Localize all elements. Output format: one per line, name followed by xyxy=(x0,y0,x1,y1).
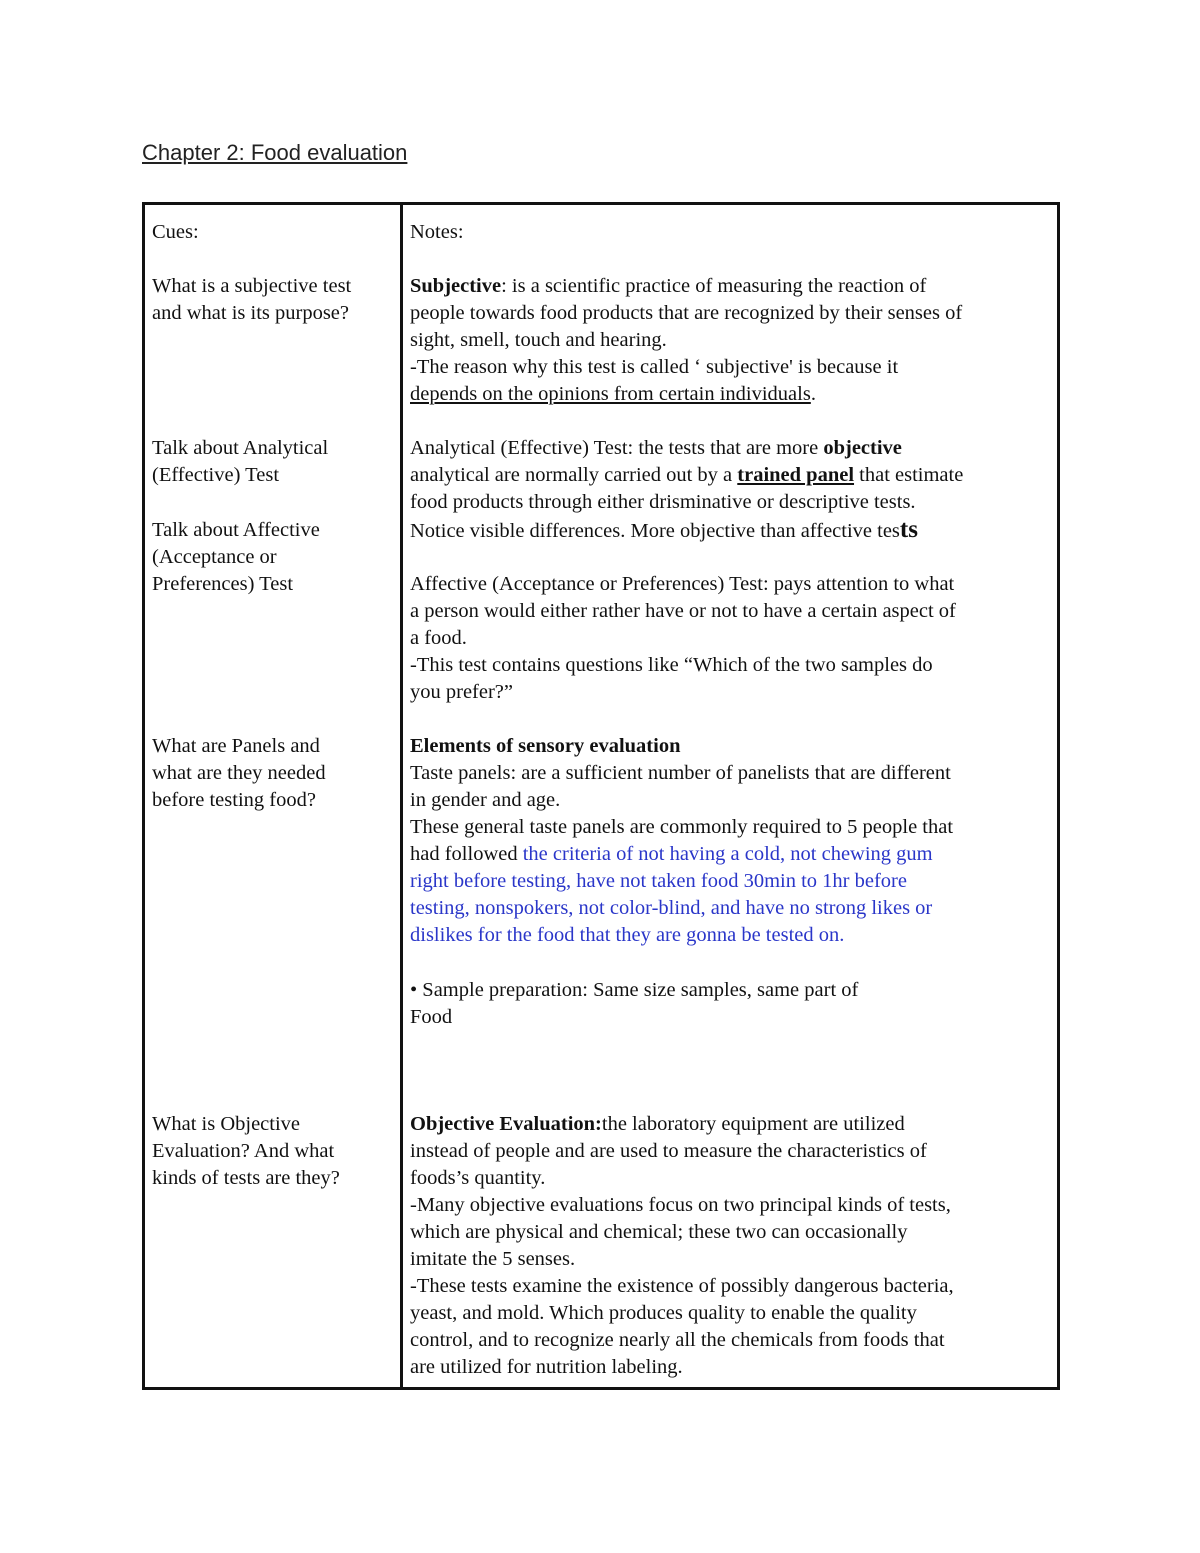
cue-line: What is Objective xyxy=(152,1113,301,1135)
cue-line: (Effective) Test xyxy=(152,464,280,486)
note-line: Taste panels: are a sufficient number of panelists that are different xyxy=(410,762,951,784)
note-subjective xyxy=(410,273,962,408)
note-line xyxy=(410,273,962,300)
note-line: in gender and age. xyxy=(410,789,561,811)
bold-objective: objective xyxy=(823,437,902,459)
note-text: Notice visible differences. More objective than affective tes xyxy=(410,520,900,542)
cue-line: before testing food? xyxy=(152,789,316,811)
note-line: dislikes for the food that they are gonna be tested on. xyxy=(410,924,845,946)
cue-line: Preferences) Test xyxy=(152,573,294,595)
cornell-notes-table xyxy=(142,202,1060,1390)
note-line: which are physical and chemical; these two can occasionally xyxy=(410,1221,908,1243)
note-line: -Many objective evaluations focus on two principal kinds of tests, xyxy=(410,1194,951,1216)
note-line: sight, smell, touch and hearing. xyxy=(410,329,667,351)
note-line: right before testing, have not taken food 30min to 1hr before xyxy=(410,870,907,892)
note-line: instead of people and are used to measure the characteristics of xyxy=(410,1140,927,1162)
cue-line: (Acceptance or xyxy=(152,546,277,568)
cue-line: Talk about Analytical xyxy=(152,437,329,459)
note-text: the laboratory equipment are utilized xyxy=(601,1113,905,1135)
note-text: Analytical (Effective) Test: the tests that are more xyxy=(410,437,824,459)
note-line xyxy=(410,841,953,868)
note-line: food products through either drisminative or descriptive tests. xyxy=(410,491,916,513)
note-text-large: ts xyxy=(899,516,918,543)
note-line: you prefer?” xyxy=(410,681,514,703)
note-line xyxy=(410,462,963,489)
note-line: -These tests examine the existence of possibly dangerous bacteria, xyxy=(410,1275,954,1297)
sensory-heading: Elements of sensory evaluation xyxy=(410,735,681,757)
trained-panel-term: trained panel xyxy=(737,464,855,486)
note-text: analytical are normally carried out by a xyxy=(410,464,738,486)
page-title: Chapter 2: Food evaluation xyxy=(142,140,408,165)
note-text: . xyxy=(810,383,816,405)
note-line: a person would either rather have or not to have a certain aspect of xyxy=(410,600,956,622)
term-subjective: Subjective xyxy=(410,275,502,297)
note-line: • Sample preparation: Same size samples, same part of xyxy=(410,979,859,1001)
note-line: a food. xyxy=(410,627,467,649)
cue-analytical xyxy=(152,435,328,489)
note-line: people towards food products that are recognized by their senses of xyxy=(410,302,963,324)
note-analytical xyxy=(410,435,963,545)
note-line: -The reason why this test is called ‘ subjective' is because it xyxy=(410,356,899,378)
cue-subjective xyxy=(152,273,351,327)
note-line: These general taste panels are commonly required to 5 people that xyxy=(410,816,954,838)
note-line: are utilized for nutrition labeling. xyxy=(410,1356,683,1378)
note-objective xyxy=(410,1111,954,1381)
cue-line: What are Panels and xyxy=(152,735,320,757)
note-sample-preparation xyxy=(410,977,858,1031)
cue-objective xyxy=(152,1111,340,1192)
note-line: Affective (Acceptance or Preferences) Test: pays attention to what xyxy=(410,573,955,595)
note-line xyxy=(410,435,963,462)
note-line: imitate the 5 senses. xyxy=(410,1248,576,1270)
note-line: foods’s quantity. xyxy=(410,1167,546,1189)
cue-line: Evaluation? And what xyxy=(152,1140,335,1162)
blue-text: the criteria of not having a cold, not chewing gum xyxy=(522,843,933,865)
note-line xyxy=(410,1111,954,1138)
note-affective xyxy=(410,571,956,706)
underlined-text: depends on the opinions from certain individuals xyxy=(410,383,811,405)
note-text: had followed xyxy=(410,843,523,865)
note-line: yeast, and mold. Which produces quality to enable the quality xyxy=(410,1302,917,1324)
cue-line: What is a subjective test xyxy=(152,275,352,297)
note-line xyxy=(410,516,963,545)
note-sensory xyxy=(410,733,953,949)
note-line: control, and to recognize nearly all the chemicals from foods that xyxy=(410,1329,945,1351)
note-text: that estimate xyxy=(854,464,964,486)
cue-panels xyxy=(152,733,326,814)
cue-line: Talk about Affective xyxy=(152,519,320,541)
note-text: : is a scientific practice of measuring the reaction of xyxy=(501,275,927,297)
cues-header: Cues: xyxy=(152,221,199,243)
cue-line: what are they needed xyxy=(152,762,326,784)
note-line xyxy=(410,381,962,408)
term-objective-evaluation: Objective Evaluation: xyxy=(410,1113,602,1135)
note-line: testing, nonspokers, not color-blind, and have no strong likes or xyxy=(410,897,933,919)
column-divider xyxy=(400,205,403,1387)
cue-affective xyxy=(152,517,320,598)
notes-header: Notes: xyxy=(410,221,464,243)
cue-line: kinds of tests are they? xyxy=(152,1167,340,1189)
cue-line: and what is its purpose? xyxy=(152,302,349,324)
note-line: Food xyxy=(410,1006,453,1028)
note-line: -This test contains questions like “Which of the two samples do xyxy=(410,654,933,676)
